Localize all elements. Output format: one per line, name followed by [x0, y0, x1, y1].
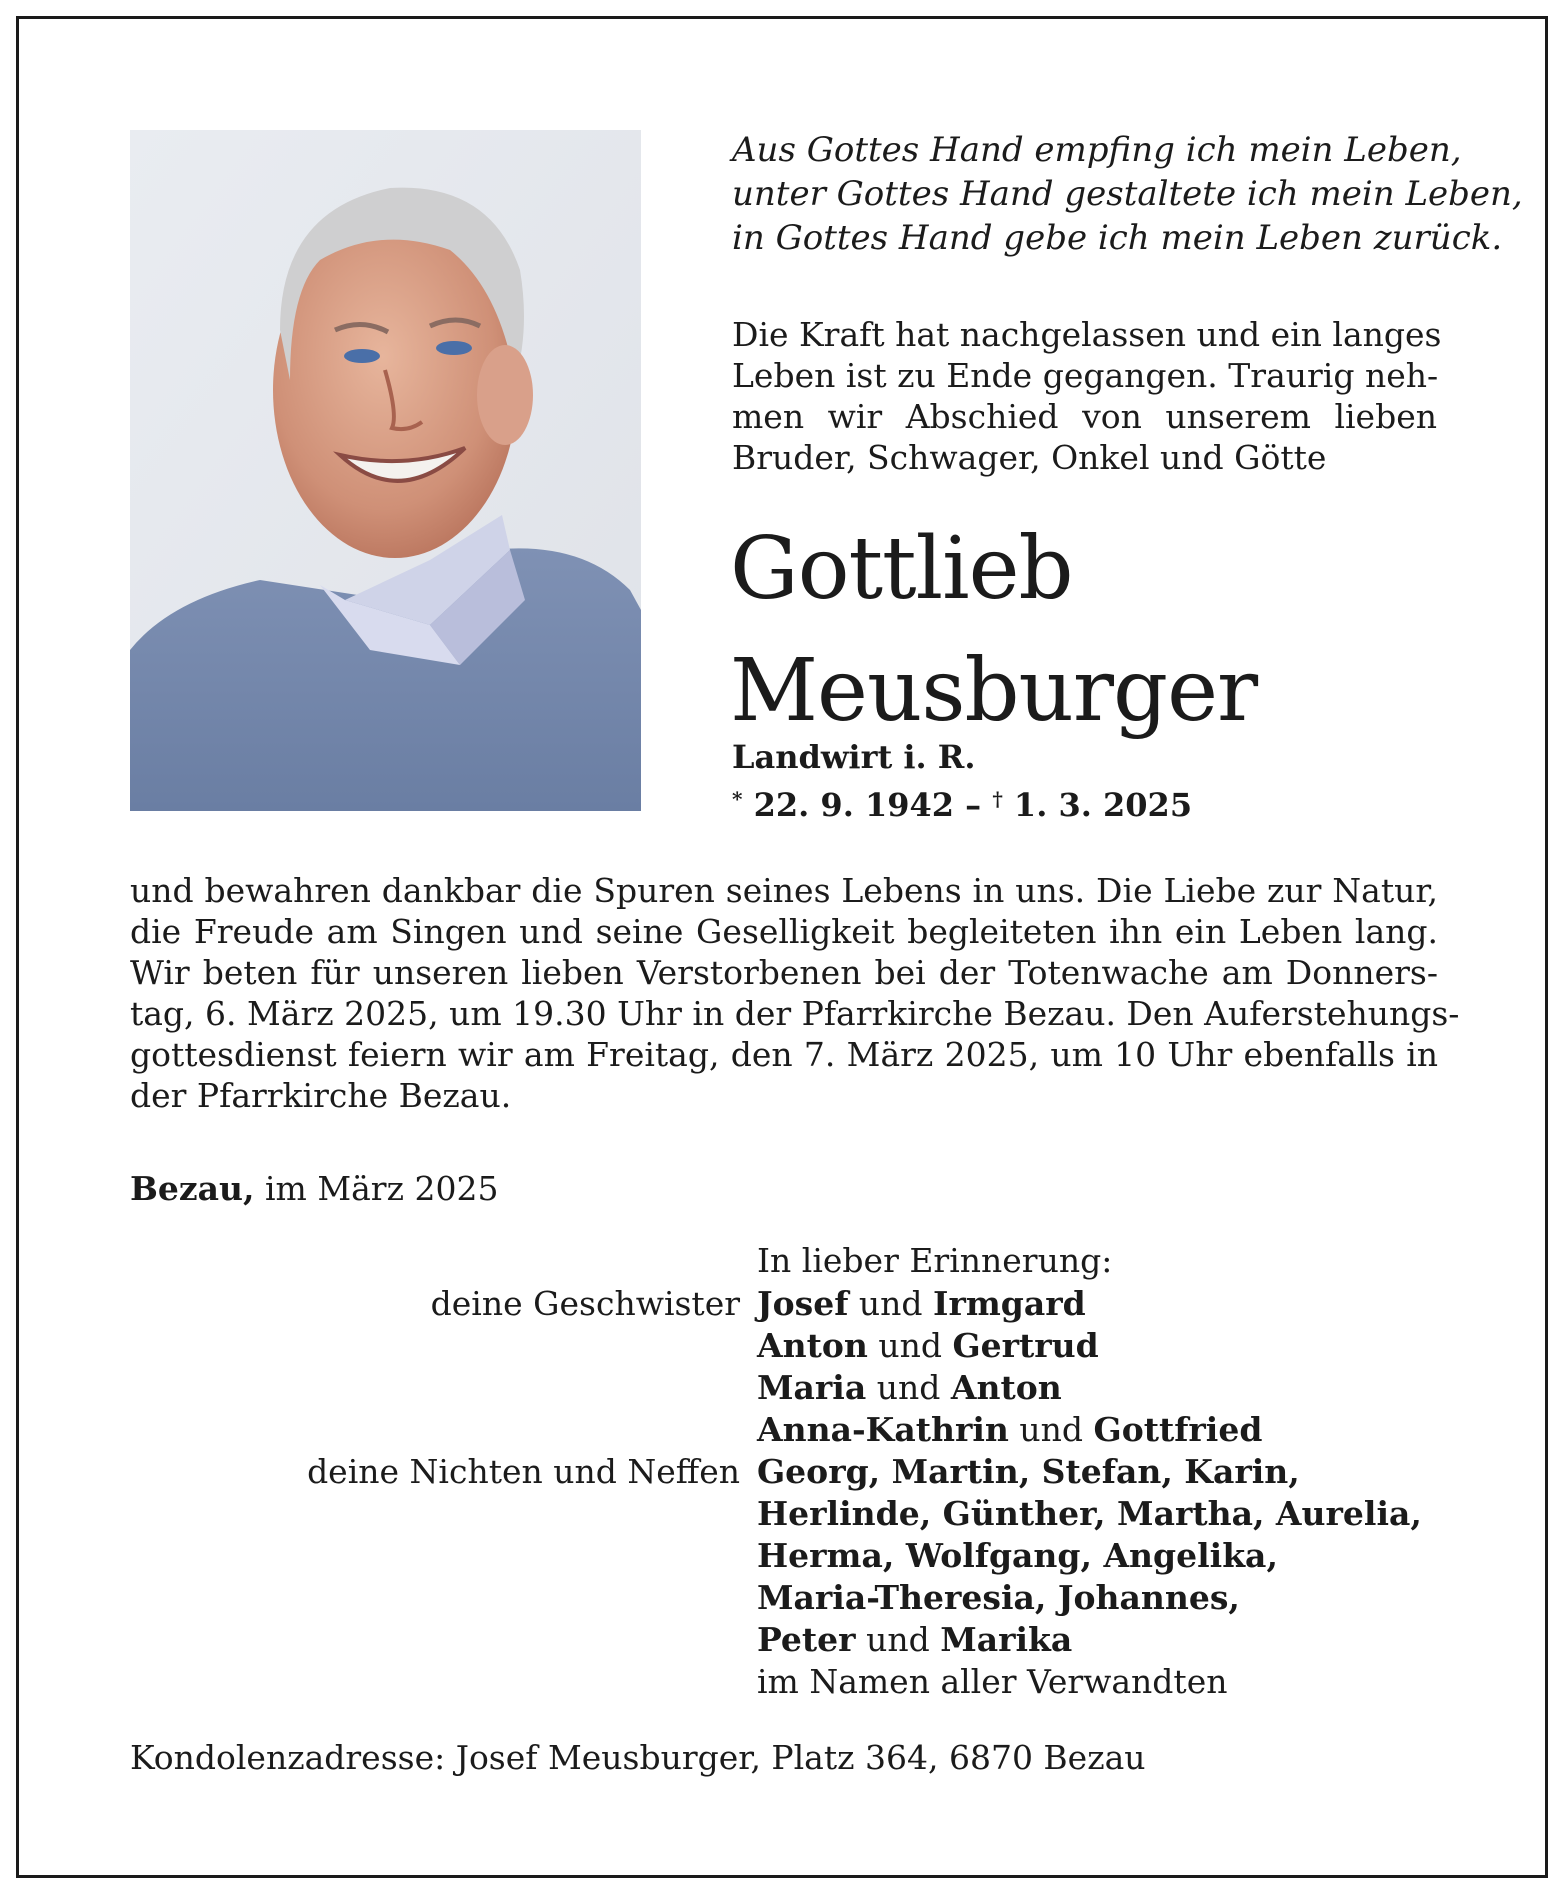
date-separator: –: [965, 786, 982, 824]
paragraph-line: Wir beten für unseren lieben Verstorbenen bei der Totenwache am Donners-: [130, 953, 1438, 992]
verse-line: Aus Gottes Hand empfing ich mein Leben,: [732, 130, 1462, 170]
death-date: 1. 3. 2025: [1013, 786, 1193, 824]
nieces-names: Herlinde, Günther, Martha, Aurelia,: [757, 1494, 1422, 1533]
nieces-label: deine Nichten und Neffen: [307, 1452, 740, 1491]
nieces-list: [757, 1451, 1422, 1703]
paragraph-line: die Freude am Singen und seine Geselligkeit begleiteten ihn ein Leben lang.: [130, 912, 1438, 951]
siblings-label: deine Geschwister: [430, 1284, 740, 1323]
connector: und: [878, 1326, 942, 1365]
sibling-name: Josef: [757, 1284, 849, 1323]
nieces-names: Georg, Martin, Stefan, Karin,: [757, 1452, 1300, 1491]
verse-line: in Gottes Hand gebe ich mein Leben zurück.: [732, 218, 1503, 258]
birth-date: 22. 9. 1942: [753, 786, 955, 824]
siblings-list: [757, 1283, 1262, 1451]
intro-line: Leben ist zu Ende gegangen. Traurig neh-: [732, 356, 1439, 395]
place-date: [130, 1168, 498, 1209]
sibling-pair: [757, 1325, 1262, 1367]
paragraph-line: tag, 6. März 2025, um 19.30 Uhr in der Pfarrkirche Bezau. Den Auferstehungs-: [130, 994, 1460, 1033]
occupation: Landwirt i. R.: [732, 738, 976, 776]
intro-line: Die Kraft hat nachgelassen und ein langes: [732, 315, 1442, 354]
sibling-pair: [757, 1367, 1262, 1409]
verse-line: unter Gottes Hand gestaltete ich mein Leben,: [732, 174, 1523, 214]
deceased-name: [730, 508, 1257, 752]
intro-paragraph: [732, 314, 1442, 478]
main-paragraph: [130, 870, 1460, 1116]
place-date-text: im März 2025: [265, 1169, 499, 1208]
connector: und: [866, 1620, 930, 1659]
birth-symbol: *: [732, 787, 743, 811]
paragraph-line: gottesdienst feiern wir am Freitag, den 7. März 2025, um 10 Uhr ebenfalls in: [130, 1035, 1438, 1074]
paragraph-line: der Pfarrkirche Bezau.: [130, 1076, 512, 1115]
death-symbol: †: [992, 787, 1003, 811]
memory-heading: In lieber Erinnerung:: [757, 1241, 1113, 1280]
connector: und: [1019, 1410, 1084, 1449]
deceased-details: [732, 736, 1192, 826]
nieces-names: Herma, Wolfgang, Angelika,: [757, 1536, 1278, 1575]
sibling-pair: [757, 1409, 1262, 1451]
nieces-line: [757, 1493, 1422, 1535]
condolence-address: Kondolenzadresse: Josef Meusburger, Platz 364, 6870 Bezau: [130, 1738, 1146, 1777]
intro-line: men wir Abschied von unserem lieben: [732, 397, 1437, 436]
sibling-name: Irmgard: [933, 1284, 1086, 1323]
place-town: Bezau,: [130, 1169, 255, 1208]
nieces-line: [757, 1535, 1422, 1577]
sibling-name: Maria: [757, 1368, 867, 1407]
verse: [732, 128, 1523, 260]
nieces-line: [757, 1577, 1422, 1619]
nieces-names: Peter: [757, 1620, 856, 1659]
sibling-name: Anton: [950, 1368, 1062, 1407]
portrait-photo: [130, 130, 641, 811]
nieces-line: [757, 1451, 1422, 1493]
intro-line: Bruder, Schwager, Onkel und Götte: [732, 438, 1327, 477]
nieces-names: Marika: [940, 1620, 1073, 1659]
sibling-name: Gottfried: [1093, 1410, 1263, 1449]
life-dates: [732, 778, 1192, 826]
connector: und: [876, 1368, 941, 1407]
first-name: Gottlieb: [730, 519, 1073, 619]
paragraph-line: und bewahren dankbar die Spuren seines Lebens in uns. Die Liebe zur Natur,: [130, 871, 1438, 910]
sibling-name: Gertrud: [952, 1326, 1099, 1365]
sibling-name: Anton: [757, 1326, 868, 1365]
nieces-line: [757, 1619, 1422, 1661]
connector: und: [858, 1284, 923, 1323]
sibling-name: Anna-Kathrin: [757, 1410, 1009, 1449]
last-name: Meusburger: [730, 641, 1258, 741]
sibling-pair: [757, 1283, 1262, 1325]
closing-line: im Namen aller Verwandten: [757, 1662, 1228, 1701]
nieces-names: Maria-Theresia, Johannes,: [757, 1578, 1240, 1617]
